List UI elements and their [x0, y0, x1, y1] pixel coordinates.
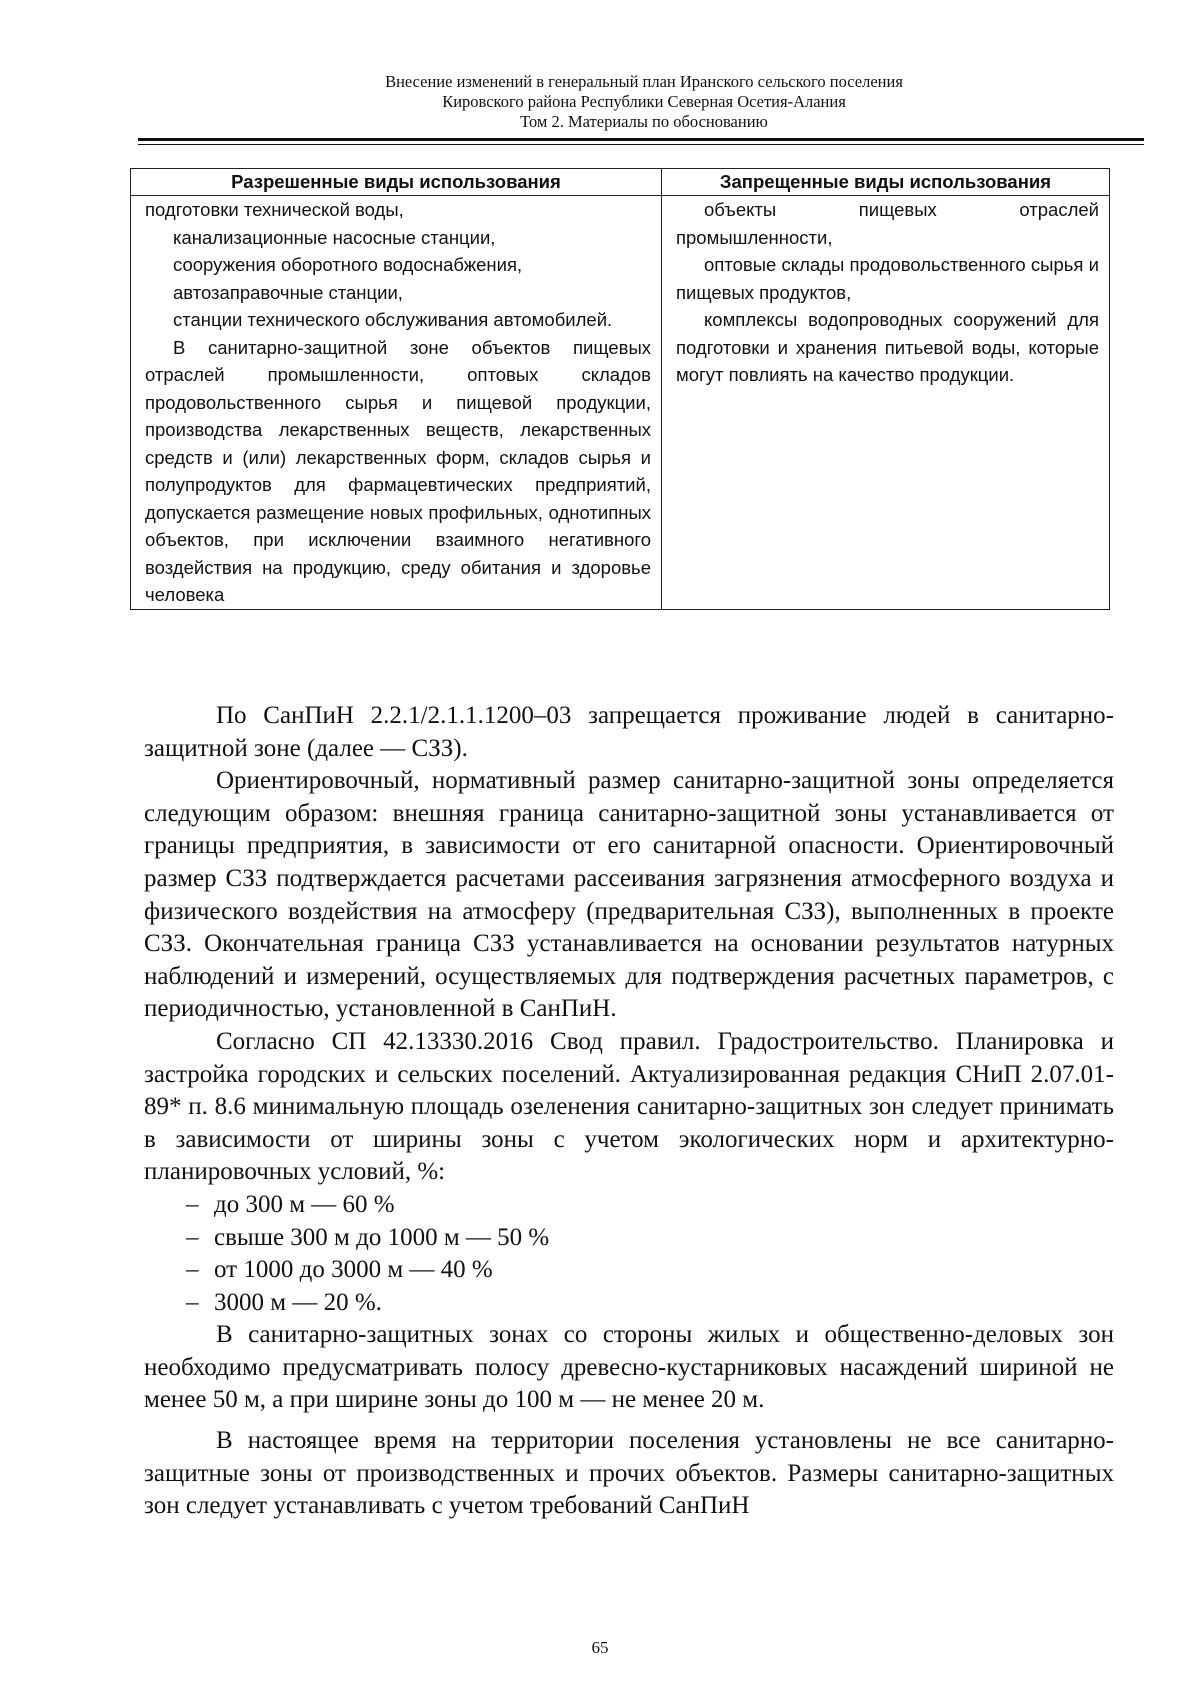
list-item: [144, 1287, 1114, 1320]
land-use-table: [130, 168, 1110, 610]
allowed-use-item: подготовки технической воды,: [145, 199, 404, 220]
list-item-text: свыше 300 м до 1000 м — 50 %: [214, 1223, 550, 1251]
forbidden-uses-cell: [662, 196, 1110, 610]
paragraph-sp-reference: Согласно СП 42.13330.2016 Свод правил. Градостроительство. Планировка и застройка городских и сельских поселений. Актуализированная редакция СНиП 2.07.01-89* п. 8.6 минимальную площадь озеленения санитарно-защитных зон следует принимать в зависимости от ширины зоны с учетом экологических норм и архитектурно-планировочных условий, %:: [144, 1027, 1114, 1186]
dash-marker: –: [186, 1190, 199, 1218]
list-item: [144, 1189, 1114, 1222]
running-header: [144, 72, 1144, 132]
header-line-1: Внесение изменений в генеральный план Иранского сельского поселения: [385, 72, 903, 91]
page-number: 65: [591, 1638, 609, 1657]
dash-marker: –: [186, 1256, 199, 1284]
allowed-use-item: канализационные насосные станции,: [173, 226, 496, 248]
allowed-use-paragraph: В санитарно-защитной зоне объектов пищевых отраслей промышленности, оптовых складов продовольственного сырья и пищевой продукции, производства лекарственных веществ, лекарственных средств и (или) лекарственных форм, складов сырья и полупродуктов для фармацевтических предприятий, допускается размещение новых профильных, однотипных объектов, при исключении взаимного негативного воздействия на продукцию, среду обитания и здоровье человека: [145, 336, 651, 605]
header-rule: [138, 138, 1144, 141]
table-row: [131, 196, 1110, 610]
body-text: [144, 700, 1114, 1523]
header-line-2: Кировского района Республики Северная Осетия-Алания: [442, 92, 846, 111]
allowed-uses-header: Разрешенные виды использования: [131, 169, 662, 196]
allowed-use-item: сооружения оборотного водоснабжения,: [173, 254, 523, 275]
list-item-text: до 300 м — 60 %: [214, 1190, 395, 1218]
list-item: [144, 1254, 1114, 1287]
greening-list: [144, 1189, 1114, 1319]
allowed-uses-cell: [131, 196, 662, 610]
forbidden-use-item: комплексы водопроводных сооружений для подготовки и хранения питьевой воды, которые могут повлиять на качество продукции.: [676, 309, 1099, 385]
paragraph-tree-belt: В санитарно-защитных зонах со стороны жилых и общественно-деловых зон необходимо предусматривать полосу древесно-кустарниковых насаждений шириной не менее 50 м, а при ширине зоны до 100 м — не менее 20 м.: [144, 1321, 1114, 1414]
forbidden-use-item: оптовые склады продовольственного сырья и пищевых продуктов,: [676, 254, 1099, 303]
list-item: [144, 1222, 1114, 1255]
dash-marker: –: [186, 1288, 199, 1316]
forbidden-use-item: объекты пищевых отраслей промышленности,: [676, 199, 1099, 248]
dash-marker: –: [186, 1223, 199, 1251]
forbidden-uses-header: Запрещенные виды использования: [662, 169, 1110, 196]
allowed-use-item: станции технического обслуживания автомобилей.: [173, 309, 613, 330]
paragraph-szz-size: Ориентировочный, нормативный размер санитарно-защитной зоны определяется следующим образом: внешняя граница санитарно-защитной зоны устанавливается от границы предприятия, в зависимости от его санитарной опасности. Ориентировочный размер СЗЗ подтверждается расчетами рассеивания загрязнения атмосферного воздуха и физического воздействия на атмосферу (предварительная СЗЗ), выполненных в проекте СЗЗ. Окончательная граница СЗЗ устанавливается на основании результатов натурных наблюдений и измерений, осуществляемых для подтверждения расчетных параметров, с периодичностью, установленной в СанПиН.: [144, 767, 1114, 1023]
header-line-3: Том 2. Материалы по обоснованию: [520, 112, 768, 131]
header-rule-thin: [138, 144, 1144, 145]
list-item-text: 3000 м — 20 %.: [214, 1288, 382, 1316]
table-header-row: [131, 169, 1110, 196]
paragraph-sanpin: По СанПиН 2.2.1/2.1.1.1200–03 запрещается проживание людей в санитарно-защитной зоне (далее — СЗЗ).: [144, 702, 1114, 762]
allowed-use-item: автозаправочные станции,: [173, 281, 403, 303]
paragraph-current-state: В настоящее время на территории поселения установлены не все санитарно-защитные зоны от производственных и прочих объектов. Размеры санитарно-защитных зон следует устанавливать с учетом требований СанПиН: [144, 1427, 1114, 1520]
list-item-text: от 1000 до 3000 м — 40 %: [214, 1256, 493, 1284]
